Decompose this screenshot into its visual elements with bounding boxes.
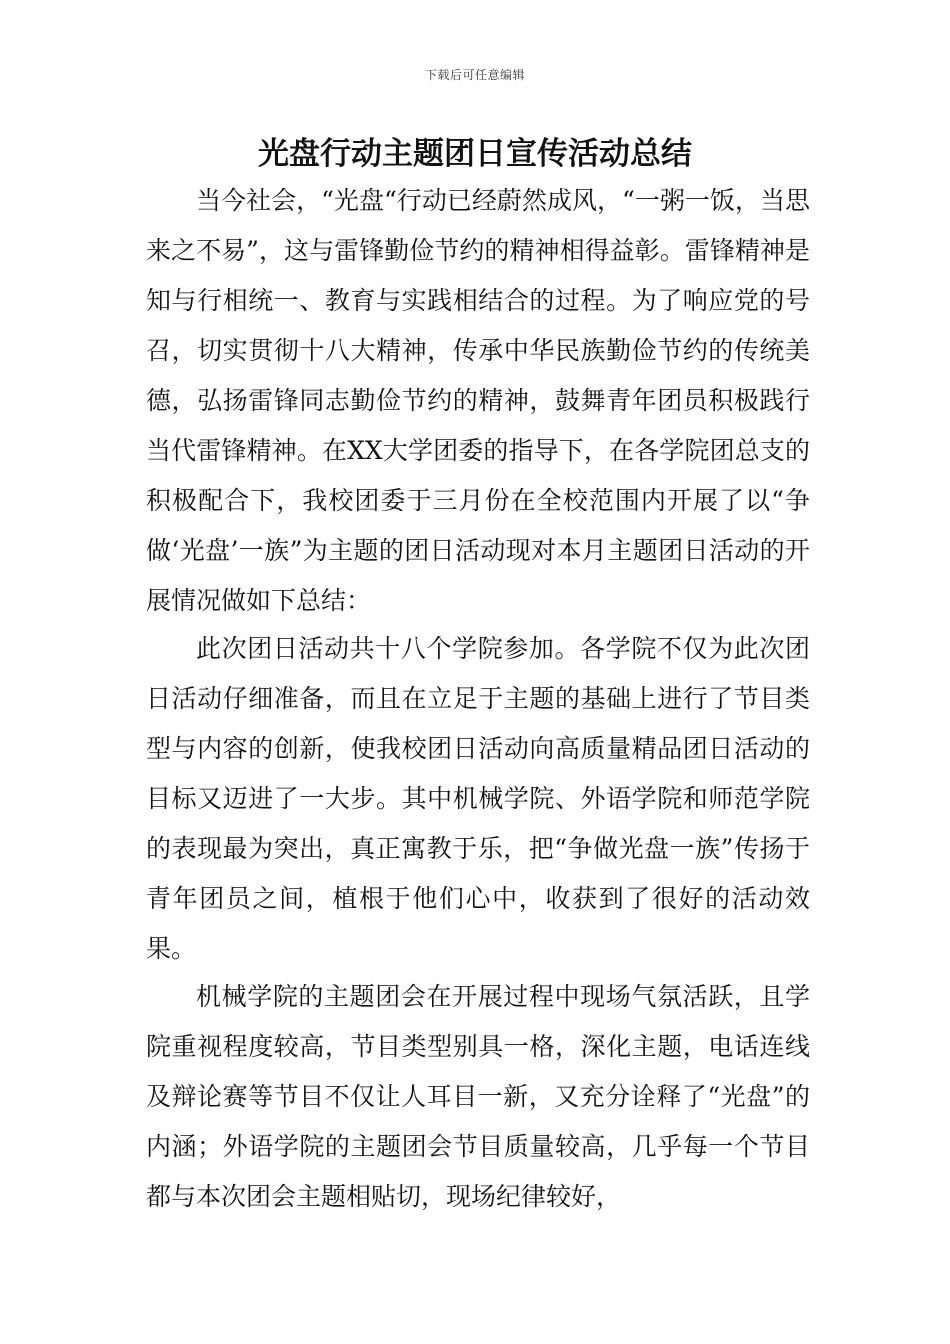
header-note: 下载后可任意编辑	[424, 68, 525, 82]
paragraph-3: 机械学院的主题团会在开展过程中现场气氛活跃，且学院重视程度较高，节目类型别具一格，深化主题，电话连线及辩论赛等节目不仅让人耳目一新，又充分诠释了“光盘”的内涵；外语学院的主题团会节目质量较高，几乎每一个节目都与本次团会主题相贴切，现场纪律较好，	[146, 982, 810, 1211]
document-title: 光盘行动主题团日宣传活动总结	[258, 136, 692, 172]
paragraph-2: 此次团日活动共十八个学院参加。各学院不仅为此次团日活动仔细准备，而且在立足于主题的基础上进行了节目类型与内容的创新，使我校团日活动向高质量精品团日活动的目标又迈进了一大步。其中机械学院、外语学院和师范学院的表现最为突出，真正寓教于乐，把“争做光盘一族”传扬于青年团员之间，植根于他们心中，收获到了很好的活动效果。	[146, 634, 810, 963]
paragraph-1: 当今社会，“光盘“行动已经蔚然成风，“一粥一饭，当思来之不易”，这与雷锋勤俭节约的精神相得益彰。雷锋精神是知与行相统一、教育与实践相结合的过程。为了响应党的号召，切实贯彻十八大精神，传承中华民族勤俭节约的传统美德，弘扬雷锋同志勤俭节约的精神，鼓舞青年团员积极践行当代雷锋精神。在XX大学团委的指导下，在各学院团总支的积极配合下，我校团委于三月份在全校范围内开展了以“争做‘光盘’一族”为主题的团日活动现对本月主题团日活动的开展情况做如下总结：	[146, 186, 810, 615]
